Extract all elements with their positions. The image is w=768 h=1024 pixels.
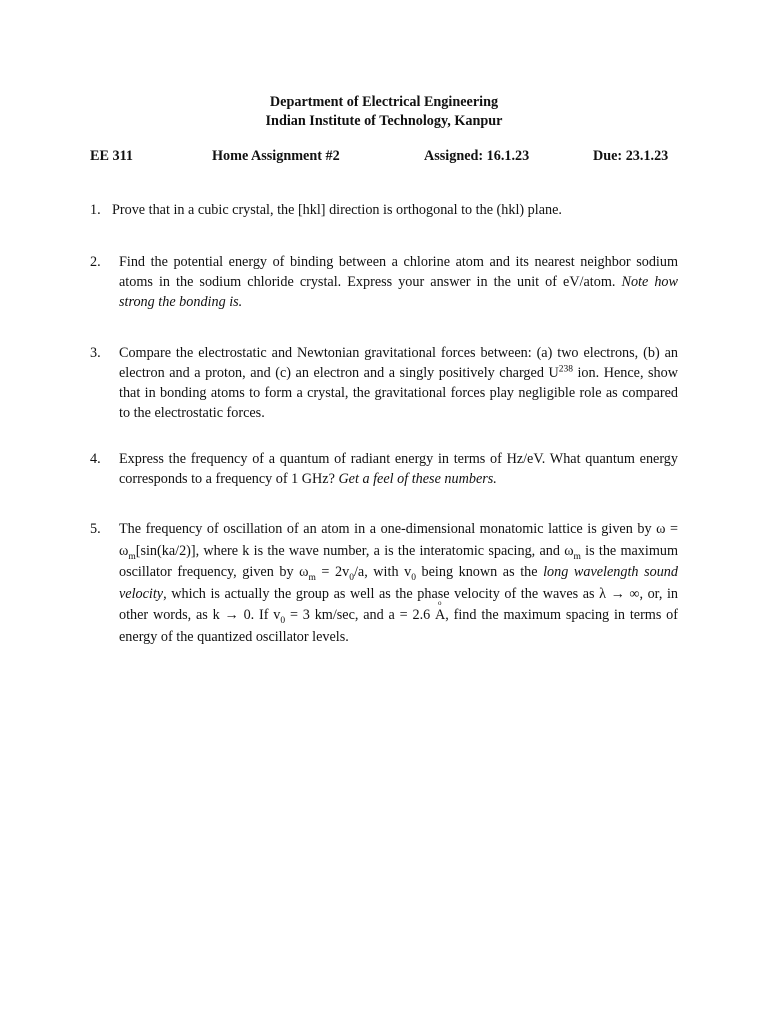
question-text: Prove that in a cubic crystal, the [hkl] direction is orthogonal to the (hkl) plane.: [112, 202, 562, 218]
question-number: 5.: [90, 521, 101, 537]
assigned-date: Assigned: 16.1.23: [424, 148, 530, 164]
question-3: [90, 343, 678, 423]
italic-term: long wavelength sound velocity: [119, 564, 678, 602]
subscript: 0: [349, 572, 354, 583]
document-header: [0, 93, 768, 131]
question-number: 3.: [90, 345, 101, 361]
question-text: being known as the: [415, 564, 544, 580]
question-text: [sin(ka/2)], where k is the wave number, a is the interatomic spacing, and ω: [135, 542, 574, 559]
question-text: = 2v: [315, 564, 350, 580]
subscript: m: [128, 551, 136, 562]
question-text-cont: ion. Hence, show that in bonding atoms to form a crystal, the gravitational forces play negligible role as compared to the electrostatic forces.: [119, 365, 678, 421]
question-number: 2.: [90, 254, 101, 270]
subscript: 0: [411, 572, 416, 583]
question-text: The frequency of oscillation of an atom in a one-dimensional monatomic lattice is given by ω = ω: [119, 521, 678, 559]
question-text: is the maximum oscillator frequency, given by ω: [119, 542, 678, 580]
question-text: = 3 km/sec, and a = 2.6: [285, 607, 436, 623]
question-number: 4.: [90, 451, 101, 467]
question-note: Get a feel of these numbers.: [338, 471, 497, 487]
due-date: Due: 23.1.23: [593, 148, 669, 164]
question-text: , which is actually the group as well as the phase velocity of the waves as λ → ∞, or, in other words, as k → 0. If v: [119, 585, 678, 623]
question-2: [90, 252, 678, 312]
subscript: m: [573, 551, 581, 562]
subscript: m: [308, 572, 316, 583]
question-4: [90, 449, 678, 489]
angstrom-unit: o A: [435, 605, 445, 627]
institute-name: Indian Institute of Technology, Kanpur: [265, 113, 503, 129]
question-number: 1.: [90, 202, 101, 218]
course-code: EE 311: [90, 148, 133, 164]
isotope-superscript: 238: [558, 364, 573, 375]
subscript: 0: [280, 615, 286, 626]
question-text: Compare the electrostatic and Newtonian gravitational forces between: (a) two electrons, (b) an electron and a proton, and (c) an electron and a singly positively charged U: [119, 345, 678, 381]
question-text: Find the potential energy of binding between a chlorine atom and its nearest neighbor sodium atoms in the sodium chloride crystal. Express your answer in the unit of eV/atom.: [119, 254, 678, 290]
question-note: Note how strong the bonding is.: [119, 274, 678, 310]
question-1: [90, 200, 678, 220]
question-5: [90, 519, 678, 648]
question-text: Express the frequency of a quantum of radiant energy in terms of Hz/eV. What quantum energy corresponds to a frequency of 1 GHz?: [119, 451, 678, 487]
department-name: Department of Electrical Engineering: [269, 94, 499, 110]
assignment-title: Home Assignment #2: [212, 148, 340, 164]
question-text: , find the maximum spacing in terms of energy of the quantized oscillator levels.: [119, 607, 678, 645]
question-text: /a, with v: [353, 564, 412, 580]
